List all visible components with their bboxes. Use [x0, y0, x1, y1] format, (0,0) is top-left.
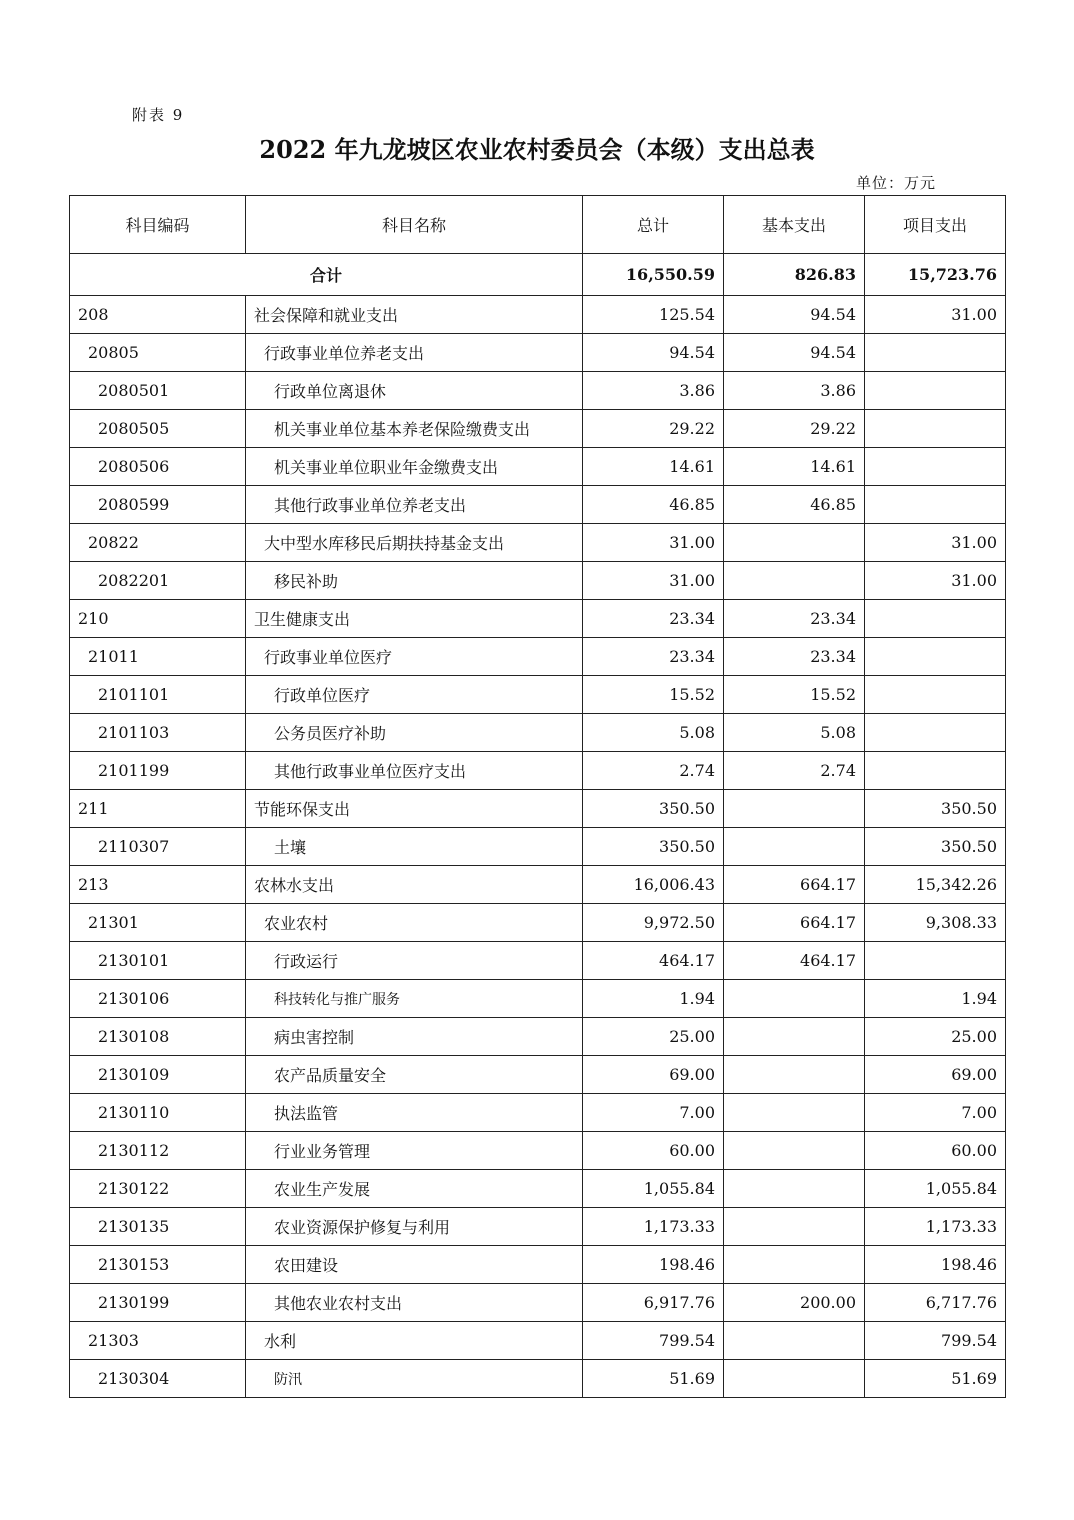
row-name: 行政单位离退休	[246, 372, 583, 410]
row-code: 211	[70, 790, 246, 828]
row-basic	[724, 562, 865, 600]
row-basic	[724, 1322, 865, 1360]
row-name: 机关事业单位基本养老保险缴费支出	[246, 410, 583, 448]
table-row	[70, 410, 1006, 448]
row-project	[865, 486, 1006, 524]
row-basic	[724, 1094, 865, 1132]
row-name: 其他行政事业单位养老支出	[246, 486, 583, 524]
table-row	[70, 448, 1006, 486]
row-name: 科技转化与推广服务	[246, 980, 583, 1018]
total-basic: 826.83	[724, 254, 865, 296]
total-total: 16,550.59	[583, 254, 724, 296]
row-total: 51.69	[583, 1360, 724, 1398]
row-basic	[724, 1056, 865, 1094]
table-row	[70, 866, 1006, 904]
row-code: 20805	[70, 334, 246, 372]
row-code: 21011	[70, 638, 246, 676]
row-total: 6,917.76	[583, 1284, 724, 1322]
row-name: 大中型水库移民后期扶持基金支出	[246, 524, 583, 562]
row-basic	[724, 1018, 865, 1056]
row-code: 2082201	[70, 562, 246, 600]
row-code: 20822	[70, 524, 246, 562]
total-project: 15,723.76	[865, 254, 1006, 296]
table-row	[70, 1056, 1006, 1094]
row-project	[865, 752, 1006, 790]
column-header-total: 总计	[583, 196, 724, 254]
table-row	[70, 1132, 1006, 1170]
row-project	[865, 372, 1006, 410]
row-name: 其他农业农村支出	[246, 1284, 583, 1322]
table-row	[70, 1170, 1006, 1208]
row-total: 350.50	[583, 828, 724, 866]
row-code: 2130122	[70, 1170, 246, 1208]
row-project: 60.00	[865, 1132, 1006, 1170]
row-code: 213	[70, 866, 246, 904]
unit-label: 单位：万元	[856, 174, 937, 192]
row-basic: 46.85	[724, 486, 865, 524]
row-name: 机关事业单位职业年金缴费支出	[246, 448, 583, 486]
table-row	[70, 676, 1006, 714]
row-basic: 3.86	[724, 372, 865, 410]
row-code: 2101103	[70, 714, 246, 752]
row-code: 21301	[70, 904, 246, 942]
row-code: 2101101	[70, 676, 246, 714]
row-name: 水利	[246, 1322, 583, 1360]
row-code: 2130153	[70, 1246, 246, 1284]
table-row	[70, 638, 1006, 676]
row-basic: 464.17	[724, 942, 865, 980]
page-title: 2022 年九龙坡区农业农村委员会（本级）支出总表	[259, 135, 815, 164]
row-total: 23.34	[583, 638, 724, 676]
row-total: 29.22	[583, 410, 724, 448]
row-name: 行政事业单位养老支出	[246, 334, 583, 372]
row-total: 16,006.43	[583, 866, 724, 904]
row-name: 执法监管	[246, 1094, 583, 1132]
row-code: 2080599	[70, 486, 246, 524]
row-total: 69.00	[583, 1056, 724, 1094]
row-name: 行政事业单位医疗	[246, 638, 583, 676]
row-name: 农田建设	[246, 1246, 583, 1284]
row-project	[865, 942, 1006, 980]
column-header-name: 科目名称	[246, 196, 583, 254]
column-header-code: 科目编码	[70, 196, 246, 254]
row-project	[865, 410, 1006, 448]
row-code: 2130199	[70, 1284, 246, 1322]
table-row	[70, 752, 1006, 790]
row-project: 7.00	[865, 1094, 1006, 1132]
row-project	[865, 638, 1006, 676]
row-total: 799.54	[583, 1322, 724, 1360]
row-total: 46.85	[583, 486, 724, 524]
row-total: 23.34	[583, 600, 724, 638]
row-project: 9,308.33	[865, 904, 1006, 942]
row-project: 69.00	[865, 1056, 1006, 1094]
row-basic	[724, 524, 865, 562]
row-total: 125.54	[583, 296, 724, 334]
row-total: 1.94	[583, 980, 724, 1018]
row-name: 社会保障和就业支出	[246, 296, 583, 334]
row-project: 31.00	[865, 562, 1006, 600]
row-basic: 664.17	[724, 866, 865, 904]
table-row	[70, 334, 1006, 372]
row-name: 防汛	[246, 1360, 583, 1398]
row-basic: 664.17	[724, 904, 865, 942]
row-total: 31.00	[583, 524, 724, 562]
row-name: 病虫害控制	[246, 1018, 583, 1056]
row-project	[865, 714, 1006, 752]
row-project	[865, 334, 1006, 372]
row-basic	[724, 1246, 865, 1284]
row-basic	[724, 1132, 865, 1170]
table-row	[70, 1284, 1006, 1322]
row-project: 31.00	[865, 524, 1006, 562]
row-total: 1,173.33	[583, 1208, 724, 1246]
row-project: 799.54	[865, 1322, 1006, 1360]
row-total: 31.00	[583, 562, 724, 600]
row-total: 25.00	[583, 1018, 724, 1056]
row-name: 土壤	[246, 828, 583, 866]
table-row	[70, 296, 1006, 334]
row-total: 9,972.50	[583, 904, 724, 942]
table-row	[70, 904, 1006, 942]
row-project: 350.50	[865, 790, 1006, 828]
row-name: 卫生健康支出	[246, 600, 583, 638]
row-basic: 14.61	[724, 448, 865, 486]
table-header-row	[70, 196, 1006, 254]
row-basic	[724, 1360, 865, 1398]
row-code: 2080505	[70, 410, 246, 448]
row-total: 5.08	[583, 714, 724, 752]
table-row	[70, 942, 1006, 980]
row-code: 2080506	[70, 448, 246, 486]
row-basic	[724, 1170, 865, 1208]
table-row	[70, 486, 1006, 524]
row-project: 25.00	[865, 1018, 1006, 1056]
row-basic	[724, 828, 865, 866]
row-total: 60.00	[583, 1132, 724, 1170]
row-project	[865, 676, 1006, 714]
table-row	[70, 1094, 1006, 1132]
row-total: 198.46	[583, 1246, 724, 1284]
row-basic: 94.54	[724, 334, 865, 372]
row-basic: 23.34	[724, 638, 865, 676]
row-total: 1,055.84	[583, 1170, 724, 1208]
table-row	[70, 562, 1006, 600]
row-name: 公务员医疗补助	[246, 714, 583, 752]
table-row	[70, 372, 1006, 410]
table-row	[70, 1018, 1006, 1056]
row-code: 2080501	[70, 372, 246, 410]
row-name: 行业业务管理	[246, 1132, 583, 1170]
row-code: 208	[70, 296, 246, 334]
row-name: 农业生产发展	[246, 1170, 583, 1208]
row-basic: 23.34	[724, 600, 865, 638]
row-name: 节能环保支出	[246, 790, 583, 828]
row-name: 农产品质量安全	[246, 1056, 583, 1094]
row-code: 21303	[70, 1322, 246, 1360]
row-total: 94.54	[583, 334, 724, 372]
row-basic	[724, 1208, 865, 1246]
row-total: 15.52	[583, 676, 724, 714]
row-basic	[724, 790, 865, 828]
row-basic: 29.22	[724, 410, 865, 448]
row-code: 2130106	[70, 980, 246, 1018]
row-basic: 2.74	[724, 752, 865, 790]
column-header-project: 项目支出	[865, 196, 1006, 254]
row-code: 2130110	[70, 1094, 246, 1132]
row-code: 2130109	[70, 1056, 246, 1094]
row-code: 2130135	[70, 1208, 246, 1246]
row-name: 移民补助	[246, 562, 583, 600]
row-project	[865, 448, 1006, 486]
row-name: 农业资源保护修复与利用	[246, 1208, 583, 1246]
attachment-label: 附表 9	[132, 106, 185, 124]
table-row	[70, 524, 1006, 562]
row-code: 2130108	[70, 1018, 246, 1056]
row-total: 14.61	[583, 448, 724, 486]
row-basic: 200.00	[724, 1284, 865, 1322]
row-code: 2130112	[70, 1132, 246, 1170]
row-project: 198.46	[865, 1246, 1006, 1284]
row-total: 2.74	[583, 752, 724, 790]
table-row	[70, 790, 1006, 828]
row-project: 1.94	[865, 980, 1006, 1018]
row-total: 7.00	[583, 1094, 724, 1132]
row-name: 其他行政事业单位医疗支出	[246, 752, 583, 790]
row-code: 2130304	[70, 1360, 246, 1398]
row-name: 农林水支出	[246, 866, 583, 904]
row-total: 3.86	[583, 372, 724, 410]
row-basic: 15.52	[724, 676, 865, 714]
row-code: 210	[70, 600, 246, 638]
row-project: 350.50	[865, 828, 1006, 866]
total-label: 合计	[70, 254, 583, 296]
row-project	[865, 600, 1006, 638]
table-row	[70, 828, 1006, 866]
table-row	[70, 1322, 1006, 1360]
column-header-basic: 基本支出	[724, 196, 865, 254]
row-basic: 94.54	[724, 296, 865, 334]
table-row	[70, 714, 1006, 752]
row-code: 2130101	[70, 942, 246, 980]
row-project: 15,342.26	[865, 866, 1006, 904]
row-project: 51.69	[865, 1360, 1006, 1398]
table-row	[70, 1246, 1006, 1284]
row-project: 6,717.76	[865, 1284, 1006, 1322]
table-row	[70, 1208, 1006, 1246]
table-row	[70, 600, 1006, 638]
row-basic: 5.08	[724, 714, 865, 752]
row-project: 31.00	[865, 296, 1006, 334]
row-name: 行政运行	[246, 942, 583, 980]
row-code: 2110307	[70, 828, 246, 866]
row-basic	[724, 980, 865, 1018]
table-row	[70, 980, 1006, 1018]
row-project: 1,055.84	[865, 1170, 1006, 1208]
table-row	[70, 1360, 1006, 1398]
row-project: 1,173.33	[865, 1208, 1006, 1246]
row-total: 464.17	[583, 942, 724, 980]
row-name: 行政单位医疗	[246, 676, 583, 714]
expenditure-table	[69, 195, 1006, 1398]
row-name: 农业农村	[246, 904, 583, 942]
row-code: 2101199	[70, 752, 246, 790]
row-total: 350.50	[583, 790, 724, 828]
total-row	[70, 254, 1006, 296]
